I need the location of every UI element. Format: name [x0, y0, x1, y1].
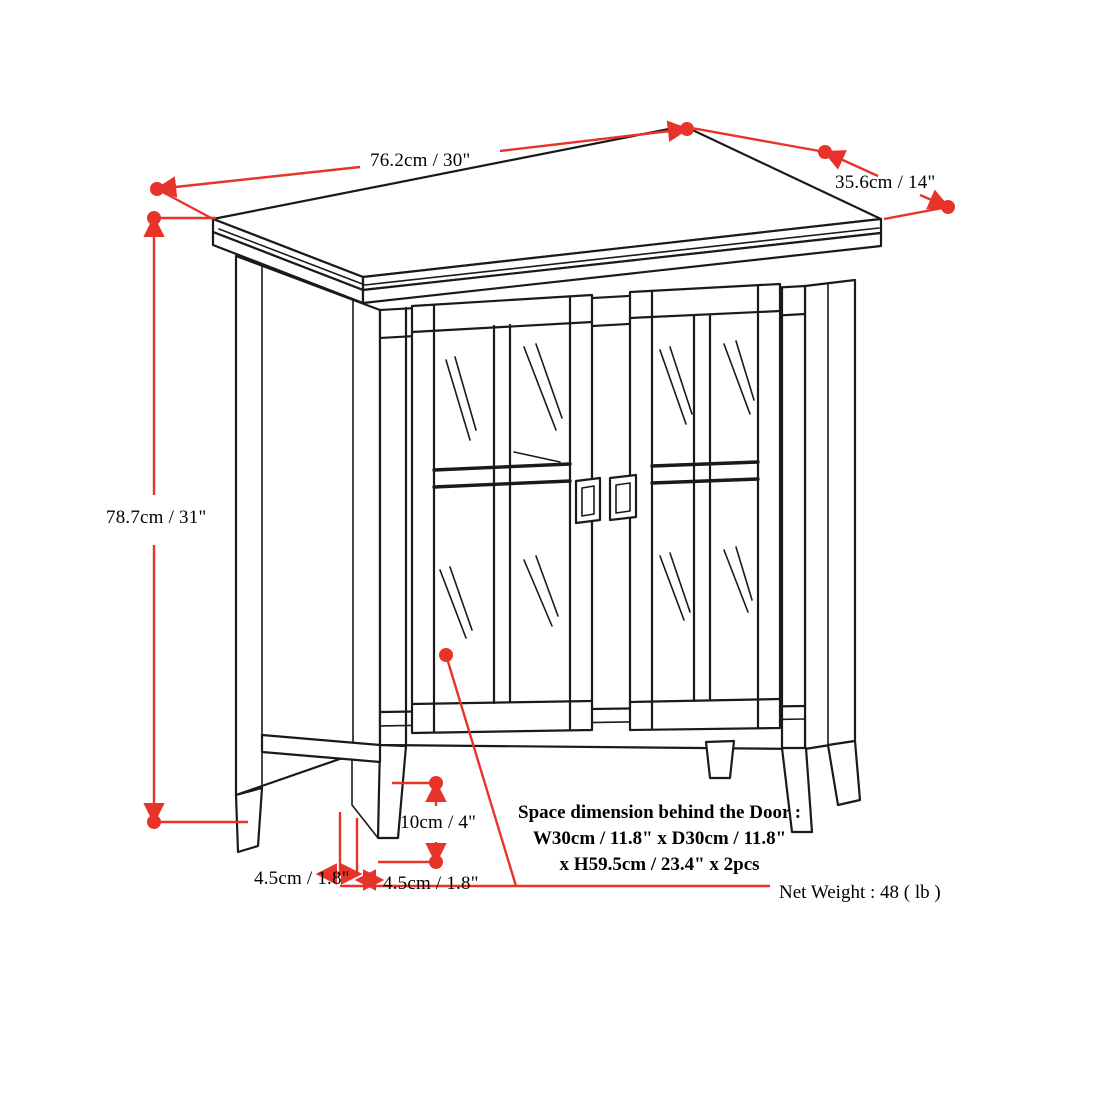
cabinet-right-side: [805, 280, 855, 749]
foot-width-left-dimension-label: 4.5cm / 1.8": [254, 868, 350, 889]
net-weight-label: Net Weight : 48 ( lb ): [779, 882, 941, 903]
height-dimension-label: 78.7cm / 31": [106, 507, 207, 528]
foot-height-dimension-label: 10cm / 4": [400, 812, 477, 833]
cabinet-illustration: [213, 126, 881, 852]
width-dimension-label: 76.2cm / 30": [370, 150, 471, 171]
foot-width-right-dimension-label: 4.5cm / 1.8": [383, 873, 479, 894]
door-space-note: [518, 800, 801, 878]
cabinet-top: [213, 126, 881, 303]
cabinet-left-side: [236, 256, 380, 795]
cabinet-left-door: [412, 295, 592, 733]
door-space-note-line-1: Space dimension behind the Door :: [518, 802, 802, 823]
door-space-note-line-3: x H59.5cm / 23.4" x 2pcs: [559, 854, 760, 875]
cabinet-right-door: [630, 284, 780, 730]
depth-dimension-label: 35.6cm / 14": [835, 172, 936, 193]
door-space-note-line-2: W30cm / 11.8" x D30cm / 11.8": [532, 828, 787, 849]
